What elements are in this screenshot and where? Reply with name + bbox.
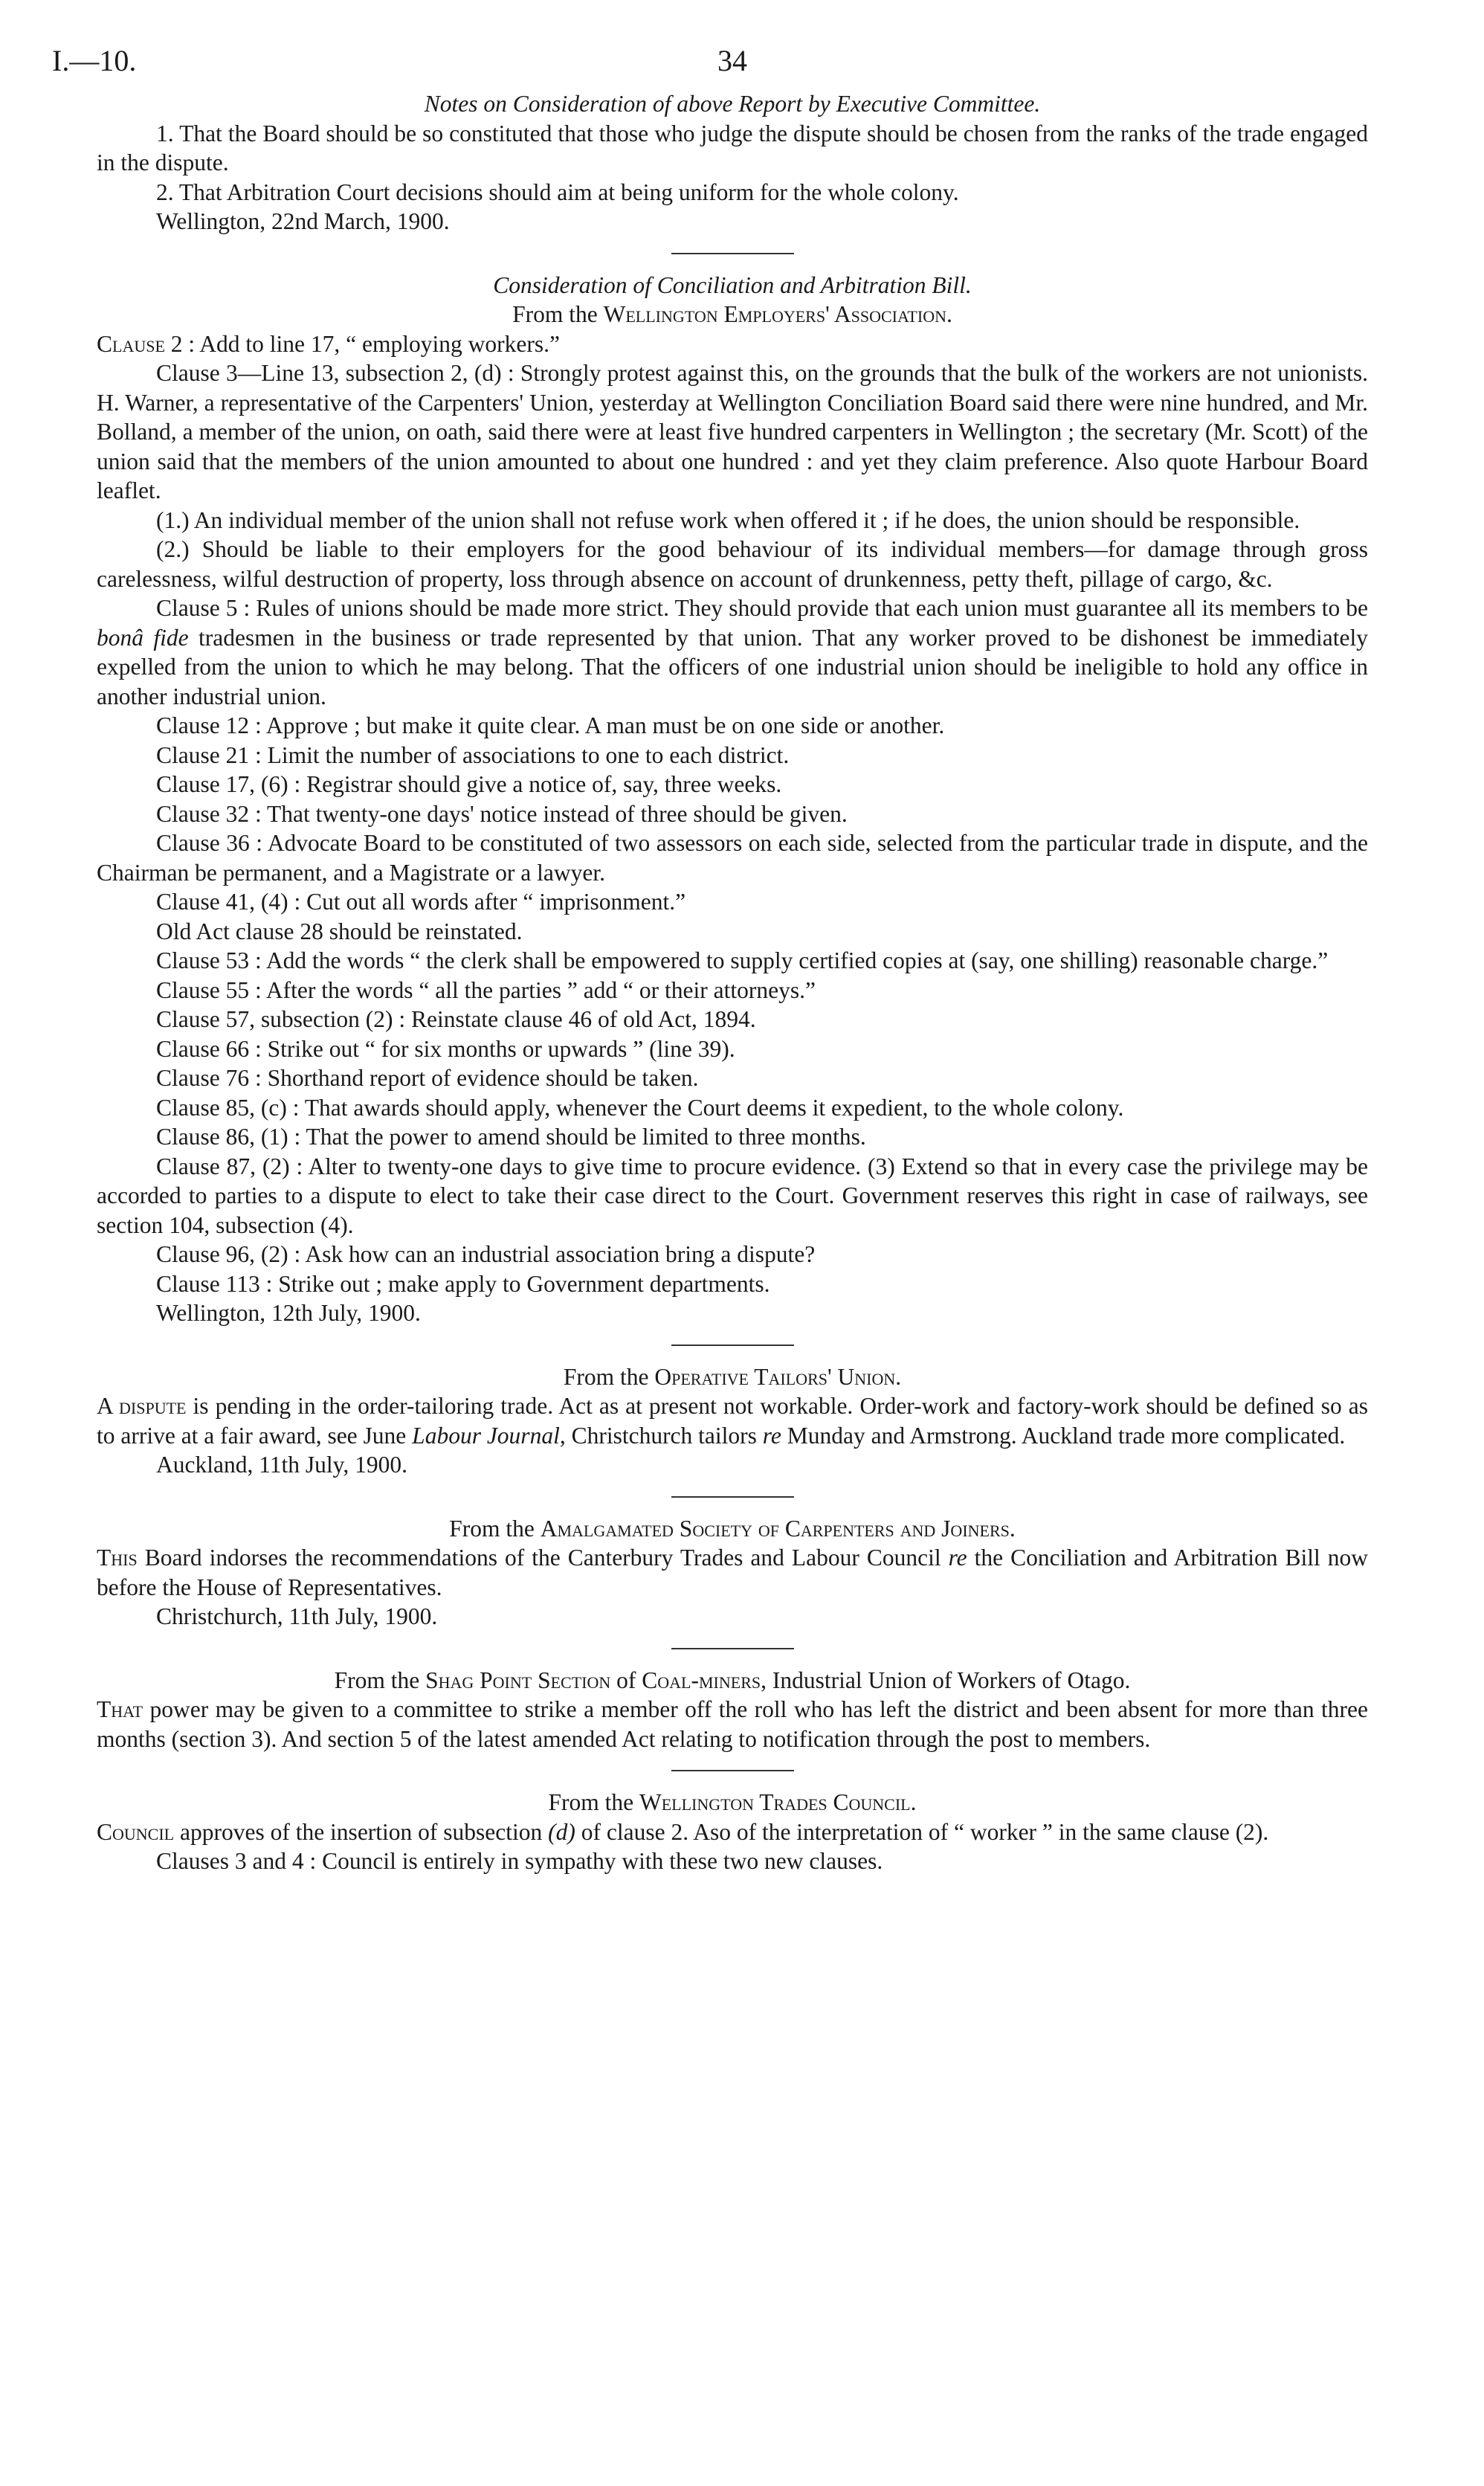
bill-clause: Clause 36 : Advocate Board to be constituted of two assessors on each side, selected from the particular trade in dispute, and the Chairman be permanent, and a Magistrate or a lawyer. xyxy=(97,830,1368,886)
organisation-name: Shag Point Section xyxy=(425,1667,611,1693)
paragraph-text: is pending in the order-tailoring trade. Act as at present not workable. Order-work and factory-work should be defined so as to arrive at a fair award, see June xyxy=(97,1393,1368,1449)
paragraph-text: power may be given to a committee to strike a member off the roll who has left the district and been absent for more than three months (section 3). And section 5 of the latest amended Act relating to notification through the post to members. xyxy=(97,1696,1368,1752)
italic-subsection: (d) xyxy=(548,1818,575,1845)
carpenters-signoff: Christchurch, 11th July, 1900. xyxy=(156,1603,438,1629)
carpenters-from-heading xyxy=(97,1514,1368,1544)
lead-word: This xyxy=(97,1545,138,1571)
heading-rest: Industrial Union of Workers of Otago. xyxy=(772,1667,1131,1693)
tailors-signoff: Auckland, 11th July, 1900. xyxy=(156,1452,408,1478)
bill-title: Consideration of Conciliation and Arbitration Bill. xyxy=(493,271,972,298)
wtc-paragraph xyxy=(97,1817,1368,1847)
section-divider xyxy=(671,1496,794,1498)
organisation-name: Operative Tailors' Union. xyxy=(654,1363,902,1390)
bill-clause-5 xyxy=(97,593,1368,711)
bill-paragraph: (2.) Should be liable to their employers for the good behaviour of its individual members—for damage through gross carelessness, wilful destruction of property, loss through absence on account of drunkenness, petty theft, pillage of cargo, &c. xyxy=(97,536,1368,592)
bill-clause: Clause 85, (c) : That awards should apply, whenever the Court deems it expedient, to the whole colony. xyxy=(156,1094,1124,1121)
page-header xyxy=(52,44,1368,89)
lead-word: A dispute xyxy=(97,1393,187,1419)
bill-paragraph: (1.) An individual member of the union shall not refuse work when offered it ; if he does, the union should be responsible. xyxy=(156,506,1300,533)
wtc-paragraph: Clauses 3 and 4 : Council is entirely in sympathy with these two new clauses. xyxy=(156,1848,883,1874)
bill-clause: Clause 76 : Shorthand report of evidence should be taken. xyxy=(156,1065,699,1091)
notes-title: Notes on Consideration of above Report by Executive Committee. xyxy=(424,91,1041,117)
bill-lead-paragraph xyxy=(97,329,1368,359)
paragraph-text: Board indorses the recommendations of the Canterbury Trades and Labour Council xyxy=(137,1545,949,1571)
carpenters-paragraph xyxy=(97,1543,1368,1602)
bill-clause: Clause 66 : Strike out “ for six months or upwards ” (line 39). xyxy=(156,1035,735,1062)
clause-text: Clause 5 : Rules of unions should be made more strict. They should provide that each union must guarantee all its members to be xyxy=(156,595,1368,621)
italic-re: re xyxy=(948,1545,967,1571)
section-divider xyxy=(671,1648,794,1649)
lead-word: Council xyxy=(97,1818,175,1845)
bill-clause: Clause 21 : Limit the number of associations to one to each district. xyxy=(156,741,790,768)
lead-text: 2 : Add to line 17, “ employing workers.” xyxy=(164,330,560,357)
bill-clause: Old Act clause 28 should be reinstated. xyxy=(156,918,523,944)
from-prefix: From the xyxy=(449,1515,535,1542)
tailors-paragraph xyxy=(97,1391,1368,1450)
from-prefix: From the xyxy=(563,1363,649,1390)
organisation-name: Coal-miners, xyxy=(642,1667,767,1693)
from-prefix: From the xyxy=(512,301,598,327)
section-divider xyxy=(671,1770,794,1771)
bill-clause: Clause 113 : Strike out ; make apply to Government departments. xyxy=(156,1270,770,1297)
paragraph-text: the Conciliation and Arbitration Bill now before the House of Representatives. xyxy=(97,1545,1368,1600)
italic-re: re xyxy=(762,1422,781,1449)
bill-clause: Clause 41, (4) : Cut out all words after “ imprisonment.” xyxy=(156,889,686,915)
bill-signoff: Wellington, 12th July, 1900. xyxy=(156,1300,421,1326)
notes-signoff: Wellington, 22nd March, 1900. xyxy=(156,208,450,234)
tailors-from-heading xyxy=(97,1362,1368,1392)
bill-paragraph: Clause 3—Line 13, subsection 2, (d) : Strongly protest against this, on the grounds that the bulk of the workers are not unionists. H. Warner, a representative of the Carpenters' Union, yesterday at Wellington Conciliation Board said there were nine hundred, and Mr. Bolland, a member of the union, on oath, said there were at least five hundred carpenters in Wellington ; the secretary (Mr. Scott) of the union said that the members of the union amounted to about one hundred : and yet they claim preference. Also quote Harbour Board leaflet. xyxy=(97,360,1368,503)
organisation-name: Wellington Employers' Association. xyxy=(603,301,952,327)
paragraph-text: Munday and Armstrong. Auckland trade more complicated. xyxy=(781,1422,1346,1449)
bill-clause: Clause 96, (2) : Ask how can an industrial association bring a dispute? xyxy=(156,1241,816,1267)
paragraph-text: approves of the insertion of subsection xyxy=(174,1818,549,1845)
bill-clause: Clause 17, (6) : Registrar should give a notice of, say, three weeks. xyxy=(156,771,782,797)
lead-word: Clause xyxy=(97,330,165,357)
section-divider xyxy=(671,1345,794,1346)
shag-paragraph xyxy=(97,1695,1368,1754)
from-prefix: From the xyxy=(334,1667,420,1693)
bill-clause: Clause 57, subsection (2) : Reinstate clause 46 of old Act, 1894. xyxy=(156,1006,756,1032)
clause-text: tradesmen in the business or trade represented by that union. That any worker proved to be dishonest be immediately expelled from the union to which he may belong. That the officers of one industrial union should be ineligible to hold any office in another industrial union. xyxy=(97,624,1368,709)
shag-from-heading xyxy=(97,1666,1368,1696)
bill-from-heading xyxy=(97,300,1368,329)
clause-italic: bonâ fide xyxy=(97,624,189,651)
paragraph-text: of clause 2. Aso of the interpretation of “ worker ” in the same clause (2). xyxy=(575,1818,1269,1845)
bill-clause: Clause 32 : That twenty-one days' notice instead of three should be given. xyxy=(156,800,848,827)
wtc-from-heading xyxy=(97,1788,1368,1817)
from-prefix: From the xyxy=(548,1789,634,1815)
page xyxy=(52,44,1368,1876)
page-number: 34 xyxy=(717,44,747,77)
organisation-name: Wellington Trades Council. xyxy=(639,1789,917,1815)
bill-clause: Clause 86, (1) : That the power to amend should be limited to three months. xyxy=(156,1124,866,1150)
bill-clause: Clause 53 : Add the words “ the clerk shall be empowered to supply certified copies at (say, one shilling) reasonable charge.” xyxy=(156,947,1329,973)
section-divider xyxy=(671,253,794,254)
bill-clause: Clause 55 : After the words “ all the parties ” add “ or their attorneys.” xyxy=(156,976,816,1003)
notes-paragraph: 2. That Arbitration Court decisions should aim at being uniform for the whole colony. xyxy=(156,178,959,205)
paragraph-text: , Christchurch tailors xyxy=(559,1422,763,1449)
bill-clause: Clause 12 : Approve ; but make it quite clear. A man must be on one side or another. xyxy=(156,712,945,738)
lead-word: That xyxy=(97,1696,143,1722)
notes-paragraph: 1. That the Board should be so constituted that those who judge the dispute should be chosen from the ranks of the trade engaged in the dispute. xyxy=(97,120,1368,175)
journal-title: Labour Journal xyxy=(412,1422,560,1449)
document-reference: I.—10. xyxy=(52,44,137,77)
organisation-name: Amalgamated Society of Carpenters and Joiners. xyxy=(540,1515,1016,1542)
heading-of: of xyxy=(616,1667,636,1693)
bill-clause: Clause 87, (2) : Alter to twenty-one days to give time to procure evidence. (3) Extend so that in every case the privilege may be accorded to parties to a dispute to elect to take their case direct to the Court. Government reserves this right in case of railways, see section 104, subsection (4). xyxy=(97,1153,1368,1238)
